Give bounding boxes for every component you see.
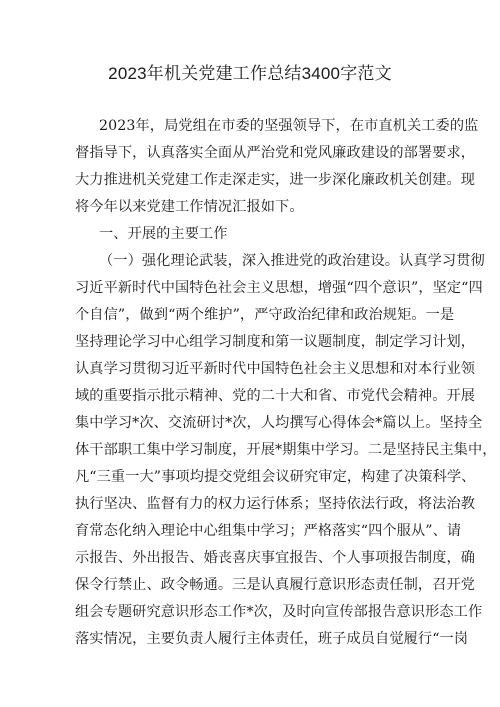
text-line: 将今年以来党建工作情况汇报如下。 [75, 199, 304, 215]
text-line: 执行坚决、监督有力的权力运行体系；坚持依法行政，将法治教 [75, 496, 476, 512]
text-line: 习近平新时代中国特色社会主义思想，增强“四个意识”，坚定“四 [75, 280, 483, 296]
text-line: 育常态化纳入理论中心组集中学习；严格落实“四个服从”、请 [75, 523, 462, 539]
text-line: 体干部职工集中学习制度，开展*期集中学习。二是坚持民主集中， [75, 442, 497, 458]
document-body [75, 113, 497, 653]
text-line: 督指导下，认真落实全面从严治党和党风廉政建设的部署要求， [75, 145, 476, 161]
text-line: 示报告、外出报告、婚丧喜庆事宜报告、个人事项报告制度，确 [75, 550, 476, 566]
text-line: 凡“三重一大”事项均提交党组会议研究审定，构建了决策科学、 [75, 469, 476, 485]
paragraph-intro [75, 113, 479, 221]
text-line: 认真学习贯彻习近平新时代中国特色社会主义思想和对本行业领 [75, 361, 476, 377]
document-title: 2023年机关党建工作总结3400字范文 [108, 64, 392, 83]
text-line: （一）强化理论武装，深入推进党的政治建设。认真学习贯彻 [99, 253, 485, 269]
text-line: 保令行禁止、政令畅通。三是认真履行意识形态责任制，召开党 [75, 577, 476, 593]
text-line: 域的重要指示批示精神、党的二十大和省、市党代会精神。开展 [75, 388, 476, 404]
text-line: 大力推进机关党建工作走深走实，进一步深化廉政机关创建。现 [75, 172, 476, 188]
text-line: 2023年，局党组在市委的坚强领导下，在市直机关工委的监 [99, 118, 479, 134]
section-heading [75, 221, 433, 248]
section-heading-text: 一、开展的主要工作 [99, 226, 228, 242]
paragraph-work-1 [75, 248, 497, 653]
text-line: 组会专题研究意识形态工作*次，及时向宣传部报告意识形态工作 [75, 604, 483, 620]
text-line: 坚持理论学习中心组学习制度和第一议题制度，制定学习计划， [75, 334, 476, 350]
text-line: 个自信”，做到“两个维护”，严守政治纪律和政治规矩。一是 [75, 307, 455, 323]
text-line: 落实情况，主要负责人履行主体责任，班子成员自觉履行“一岗 [75, 631, 469, 647]
text-line: 集中学习*次、交流研讨*次，人均撰写心得体会*篇以上。坚持全 [75, 415, 483, 431]
